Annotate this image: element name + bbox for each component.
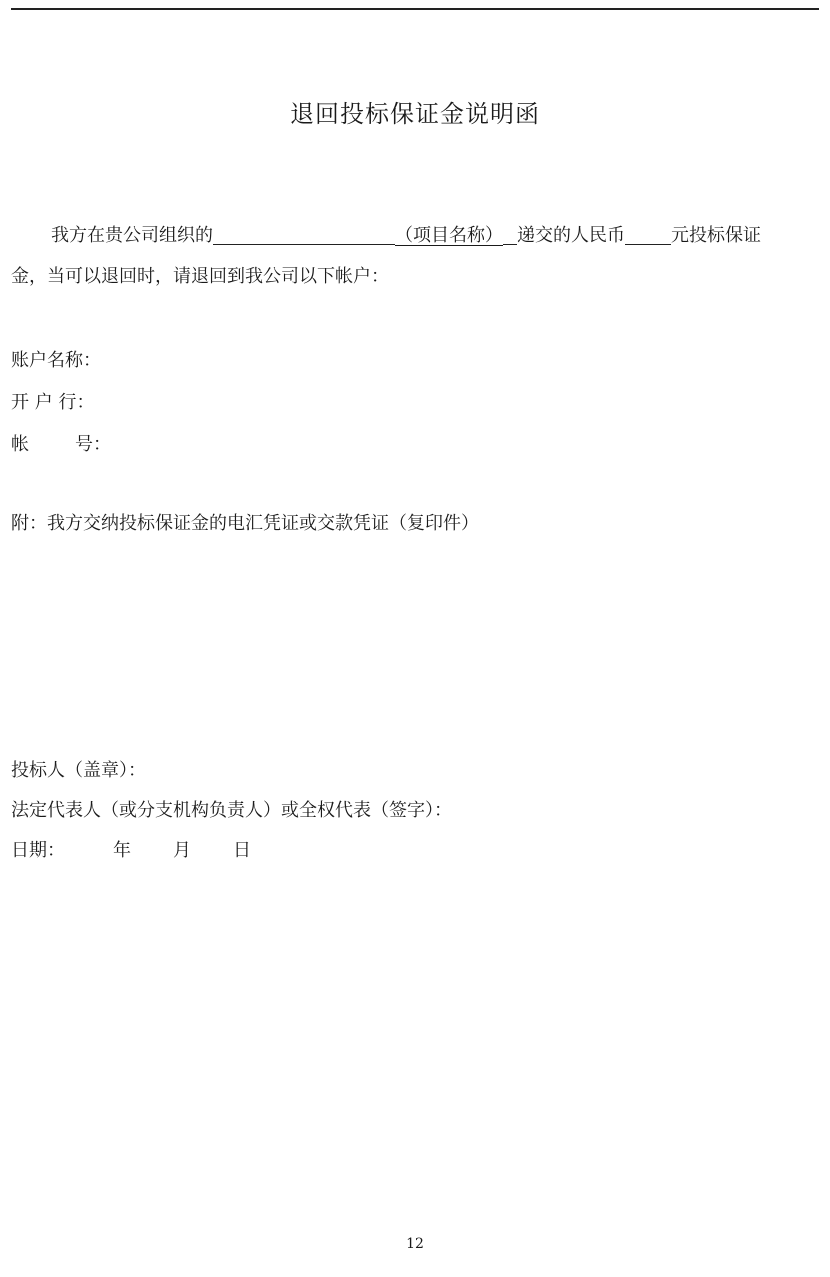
amount-blank[interactable] xyxy=(625,224,671,245)
account-name-label: 账户名称： xyxy=(11,350,101,371)
project-name-blank[interactable] xyxy=(213,224,395,245)
date-line xyxy=(11,836,251,862)
account-name-row xyxy=(11,346,101,372)
document-title: 退回投标保证金说明函 xyxy=(290,100,540,128)
body-line-1 xyxy=(11,224,761,248)
date-month: 月 xyxy=(173,840,191,861)
account-number-label-2: 号： xyxy=(75,434,111,455)
account-number-label-1: 帐 xyxy=(11,434,29,455)
account-number-row xyxy=(11,430,111,456)
bank-label: 开 户 行： xyxy=(11,392,95,413)
date-day: 日 xyxy=(233,840,251,861)
representative-sign-line: 法定代表人（或分支机构负责人）或全权代表（签字）： xyxy=(11,800,452,821)
bidder-seal-line: 投标人（盖章）： xyxy=(11,760,146,781)
attachment-note: 附：我方交纳投标保证金的电汇凭证或交款凭证（复印件） xyxy=(11,513,479,534)
body-line-1-prefix: 我方在贵公司组织的 xyxy=(51,225,213,246)
body-line-2: 金，当可以退回时，请退回到我公司以下帐户： xyxy=(11,266,389,287)
date-year: 年 xyxy=(113,840,131,861)
body-line-1-mid: 递交的人民币 xyxy=(517,225,625,246)
project-name-blank-tail xyxy=(503,224,517,245)
body-line-1-suffix: 元投标保证 xyxy=(671,225,761,246)
bank-row xyxy=(11,388,94,414)
page-number: 12 xyxy=(406,1236,424,1252)
top-rule xyxy=(11,8,819,10)
project-name-hint: （项目名称） xyxy=(395,225,503,246)
date-label: 日期： xyxy=(11,840,65,861)
